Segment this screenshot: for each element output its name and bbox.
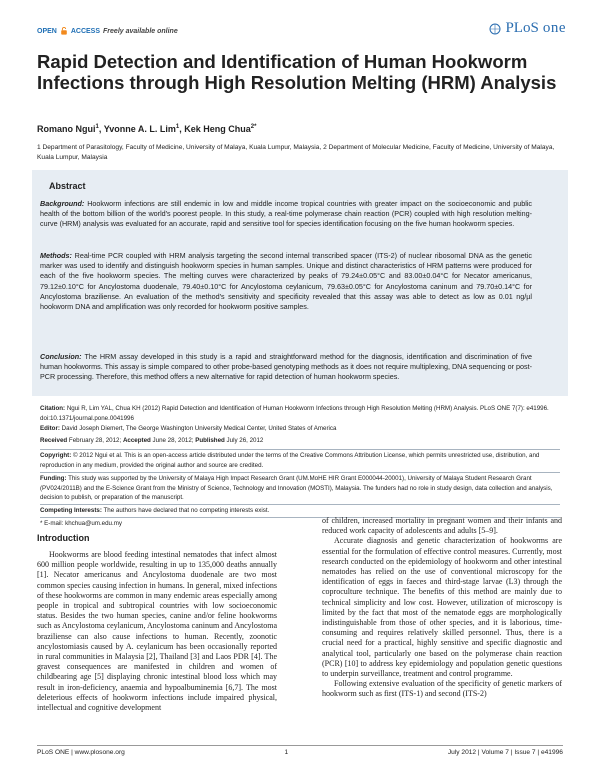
footer-divider <box>37 745 563 746</box>
author-affil-sup: 1 <box>175 124 180 130</box>
intro-left-column <box>37 550 277 713</box>
author-name: Romano Ngui <box>37 124 96 134</box>
received-date: February 28, 2012; <box>68 437 122 444</box>
funding-label: Funding: <box>40 475 67 482</box>
meta-divider <box>40 504 560 505</box>
plos-one-logo <box>489 20 566 37</box>
open-access-label: OPEN <box>37 27 57 35</box>
footer-issue: July 2012 | Volume 7 | Issue 7 | e41996 <box>447 749 563 756</box>
introduction-heading: Introduction <box>37 533 90 543</box>
editor-label: Editor: <box>40 425 60 432</box>
conclusion-label: Conclusion: <box>40 352 82 361</box>
editor-text: David Joseph Diemert, The George Washington University Medical Center, United States of America <box>61 425 337 432</box>
email-label: * E-mail: <box>40 520 64 527</box>
funding <box>40 474 560 503</box>
freely-available-label: Freely available online <box>103 27 178 35</box>
citation <box>40 404 560 423</box>
copyright-text: © 2012 Ngui et al. This is an open-access article distributed under the terms of the Creative Commons Attribution License, which permits unrestricted use, distribution, and reproduction in any medium, provided the original author and source are credited. <box>40 452 540 469</box>
open-lock-icon <box>60 27 68 35</box>
copyright <box>40 451 560 470</box>
accepted-date: June 28, 2012; <box>152 437 194 444</box>
page-number: 1 <box>284 749 289 756</box>
author-list: Romano Ngui$^1$, Yvonne A. L. Lim$^1$, Kek Heng Chua$^{2*}$ <box>37 124 257 134</box>
author-name: Kek Heng Chua <box>184 124 251 134</box>
one-wordmark: one <box>542 20 566 36</box>
editor <box>40 424 560 434</box>
footer-journal: PLoS ONE | www.plosone.org <box>37 749 125 756</box>
intro-paragraph: of children, increased mortality in pregnant women and their infants and reduced work capacity of adolescents and adults [5–9]. <box>322 516 562 536</box>
access-label: ACCESS <box>70 27 101 35</box>
plos-wordmark: PLoS <box>505 20 539 36</box>
methods-text: Real-time PCR coupled with HRM analysis targeting the second internal transcribed spacer (ITS-2) of nuclear ribosomal DNA as the genetic marker was used to identify and distinguish hookworm species in human samples. Unique and distinct characteristics of HRM patterns were produced for each of the five hookworm species. The melting curves were characterized by peaks of 79.24±0.05°C and 83.00±0.04°C for Necator americanus, 79.12±0.10°C for Ancylostoma duodenale, 79.40±0.10°C for Ancylostoma ceylanicum, 79.63±0.05°C for Ancylostoma caninum and 79.70±0.14°C for Ancylostoma braziliense. An evaluation of the method's sensitivity and specificity revealed that this assay was able to detect as low as 0.01 ng/µl hookworm DNA and amplification was only recorded for hookworm positive samples. <box>40 251 532 312</box>
conclusion-text: The HRM assay developed in this study is a rapid and straightforward method for the diagnosis, identification and discrimination of five human hookworms. This assay is simple compared to other probe-based genotyping methods as it does not require multiplexing, DNA sequencing or post-PCR processing. Therefore, this method offers a new alternative for rapid detection of human hookworm species. <box>40 352 532 382</box>
competing-interests <box>40 506 560 516</box>
intro-right-column <box>322 516 562 700</box>
intro-paragraph: Accurate diagnosis and genetic characterization of hookworms are essential for the formulation of effective control measures. Currently, most research conducted on the epidemiology of hookworm and other intestinal nematodes has relied on the use of conventional microscopy for the identification of eggs in faeces and third-stage larvae (L3) through the coproculture technique. The benefits of this method are mainly due to technical simplicity and low cost. However, utilization of microscopy is limited by the fact that most of the nematode eggs are morphologically indistinguishable from those of other species, and it is laborious, time-consuming and requires relatively skilled personnel. Thus, there is a crucial need for a practical, highly sensitive and specific diagnostic and analytical tool, particularly one based on the polymerase chain reaction (PCR) [10] to address key epidemiology and population genetic questions to underpin surveillance, treatment and control programme. <box>322 536 562 679</box>
article-title: Rapid Detection and Identification of Human Hookworm Infections through High Resolution Melting (HRM) Analysis <box>37 51 557 93</box>
author-name: Yvonne A. L. Lim <box>103 124 176 134</box>
background-label: Background: <box>40 199 85 208</box>
received-label: Received <box>40 437 68 444</box>
meta-divider <box>40 472 560 473</box>
open-access-badge <box>37 27 178 35</box>
abstract-background <box>40 199 532 230</box>
citation-text: Ngui R, Lim YAL, Chua KH (2012) Rapid Detection and Identification of Human Hookworm Infections through High Resolution Melting (HRM) Analysis. PLoS ONE 7(7): e41996. doi:10.1371/journal.pone.0041996 <box>40 405 549 422</box>
competing-text: The authors have declared that no competing interests exist. <box>103 507 270 514</box>
affiliations: 1 Department of Parasitology, Faculty of Medicine, University of Malaya, Kuala Lumpur, Malaysia, 2 Department of Molecular Medicine, Faculty of Medicine, University of Malaya, Kuala Lumpur, Malaysia <box>37 144 555 161</box>
methods-label: Methods: <box>40 251 72 260</box>
author-affil-sup: 2* <box>250 124 257 130</box>
published-label: Published <box>195 437 225 444</box>
copyright-label: Copyright: <box>40 452 72 459</box>
accepted-label: Accepted <box>122 437 151 444</box>
intro-paragraph: Following extensive evaluation of the specificity of genetic markers of hookworm such as first (ITS-1) and second (ITS-2) <box>322 679 562 699</box>
abstract-heading: Abstract <box>49 181 86 191</box>
abstract-conclusion <box>40 352 532 383</box>
email-link[interactable]: khchua@um.edu.my <box>65 520 122 527</box>
dates <box>40 436 560 446</box>
intro-paragraph: Hookworms are blood feeding intestinal nematodes that infect almost 600 million people worldwide, resulting in up to 135,000 deaths annually [1]. Necator americanus and Ancylostoma duodenale are two most common species causing infection in humans. In general, mixed infections of these hookworms are common in many endemic areas especially among people in tropical and subtropical countries with low socioeconomic status. Besides the two human species, canine and/or feline hookworms such as Ancylostoma ceylanicum, Ancylostoma caninum and Ancylostoma braziliense can also cause infections to human. Recently, zoonotic ancylostomiasis caused by A. ceylanicum has been occasionally reported in rural communities in Malaysia [2], Thailand [3] and Laos PDR [4]. The gravest consequences are manifested in children and women of childbearing age [5] displaying chronic intestinal blood loss which may result in iron-deficiency, anaemia and hypoalbuminemia [6,7]. The most deleterious effects of hookworm infections include impaired physical, intellectual and cognitive development <box>37 550 277 713</box>
meta-divider <box>40 449 560 450</box>
published-date: July 26, 2012 <box>226 437 264 444</box>
competing-label: Competing Interests: <box>40 507 102 514</box>
funding-text: This study was supported by the University of Malaya High Impact Research Grant (UM.MoHE HIR Grant E000044-20001), University of Malaya Student Research Grant (PV024/2011B) and the E-Science Grant from the Ministry of Science, Technology and Innovation (MOSTI), Malaysia. The funders had no role in study design, data collection and analysis, decision to publish, or preparation of the manuscript. <box>40 475 553 502</box>
page-footer <box>37 749 563 756</box>
background-text: Hookworm infections are still endemic in low and middle income tropical countries with greater impact on the socioeconomic and public health of the bottom billion of the world's poorest people. In this study, a real-time polymerase chain reaction (PCR) coupled with high resolution melting-curve (HRM) analysis was evaluated for an accurate, rapid and sensitive tool for species identification focusing on the five human hookworm species. <box>40 199 532 229</box>
plos-globe-icon <box>489 23 501 35</box>
abstract-methods <box>40 251 532 312</box>
author-affil-sup: 1 <box>95 124 99 130</box>
citation-label: Citation: <box>40 405 66 412</box>
